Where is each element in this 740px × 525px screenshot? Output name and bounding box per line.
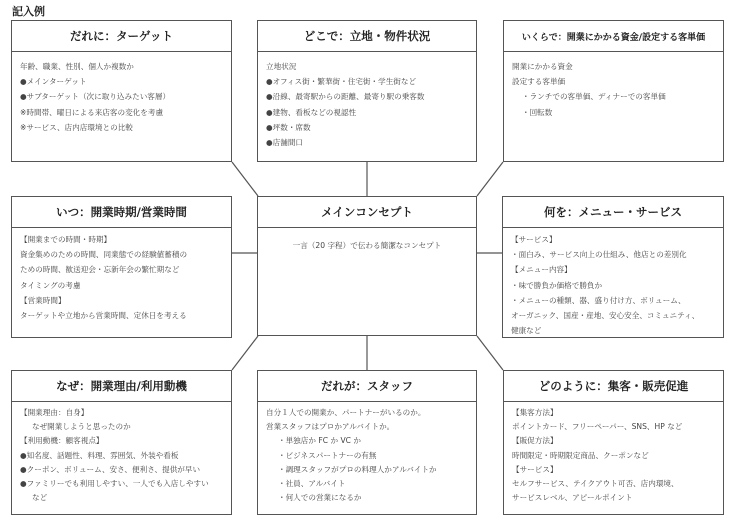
when-line: ための時間、歓送迎会・忘新年会の繁忙期など: [20, 265, 180, 275]
where-title: どこで：立地・物件状況: [258, 21, 476, 52]
howmuch-title: いくらで：開業にかかる資金/設定する客単価: [504, 21, 723, 52]
page-label: 記入例: [12, 5, 45, 18]
why-line: 【利用動機：顧客視点】: [20, 436, 104, 446]
center-title: メインコンセプト: [258, 197, 476, 228]
staff-line: ・単独店か FC か VC か: [278, 436, 361, 446]
when-line: タイミングの考慮: [20, 280, 81, 290]
when-box: [11, 196, 232, 338]
who-line: ●メインターゲット: [20, 77, 87, 87]
staff-title: だれが：スタッフ: [258, 371, 476, 402]
where-body: [258, 52, 476, 150]
who-title: だれに：ターゲット: [12, 21, 231, 52]
staff-line: 営業スタッフはプロかアルバイトか。: [266, 422, 395, 432]
where-line: ●坪数・席数: [266, 122, 311, 132]
who-line: 年齢、職業、性別、個人か複数か: [20, 62, 134, 71]
how-line: 時間限定・時期限定商品、クーポンなど: [512, 450, 649, 460]
when-title: いつ：開業時期/営業時間: [12, 197, 231, 228]
what-line: ・面白み、サービス向上の仕組み、他店との差別化: [511, 250, 687, 260]
staff-line: 自分１人での開業か、パートナーがいるのか。: [266, 408, 426, 417]
what-line: ・味で勝負か価格で勝負か: [511, 280, 603, 290]
how-body: [504, 402, 723, 505]
staff-line: ・何人での営業になるか: [278, 493, 362, 503]
staff-line: ・調理スタッフがプロの料理人かアルバイトか: [278, 464, 437, 474]
why-line: なぜ開業しようと思ったのか: [32, 422, 131, 432]
how-box: [503, 370, 724, 515]
howmuch-body: [504, 52, 723, 120]
howmuch-line: 開業にかかる資金: [512, 62, 573, 71]
why-line: 【開業理由：自身】: [20, 408, 89, 417]
where-line: ●店舗間口: [266, 138, 304, 148]
staff-line: ・社員、アルバイト: [278, 479, 346, 489]
how-line: サービスレベル、アピールポイント: [512, 493, 633, 503]
what-line: 【サービス】: [511, 235, 557, 244]
who-line: ※サービス、店内店環境との比較: [20, 122, 133, 132]
howmuch-line: 設定する客単価: [512, 77, 566, 87]
when-line: 【営業時間】: [20, 295, 66, 305]
why-line: など: [32, 493, 48, 503]
when-line: ターゲットや立地から営業時間、定休日を考える: [20, 311, 187, 321]
how-line: 【集客方法】: [512, 408, 558, 417]
staff-line: ・ビジネスパートナーの有無: [278, 450, 377, 460]
where-line: ●建物、看板などの視認性: [266, 107, 357, 117]
center-box: [257, 196, 477, 336]
howmuch-line: ・回転数: [522, 107, 553, 117]
why-line: ●知名度、話題性、料理、雰囲気、外装や看板: [20, 450, 179, 460]
who-box: [11, 20, 232, 162]
what-line: 健康など: [511, 326, 542, 336]
what-line: ・メニューの種類、器、盛り付け方、ボリューム、: [511, 295, 686, 305]
what-title: 何を：メニュー・サービス: [503, 197, 723, 228]
staff-body: [258, 402, 476, 505]
how-line: 【販促方法】: [512, 436, 558, 446]
how-line: 【サービス】: [512, 464, 558, 474]
center-line: 一言（20 字程）で伝わる簡潔なコンセプト: [292, 241, 442, 250]
when-line: 【開業までの時間・時期】: [20, 235, 112, 244]
connector-bottom-left: [232, 336, 258, 370]
where-box: [257, 20, 477, 162]
center-body: [258, 228, 476, 253]
why-line: ●ファミリーでも利用しやすい、一人でも入店しやすい: [20, 479, 209, 489]
who-line: ※時間帯、曜日による来店客の変化を考慮: [20, 107, 164, 117]
what-body: [503, 228, 723, 338]
how-title: どのように：集客・販売促進: [504, 371, 723, 402]
howmuch-line: ・ランチでの客単価、ディナーでの客単価: [522, 92, 666, 102]
where-line: ●オフィス街・繁華街・住宅街・学生街など: [266, 77, 417, 87]
who-line: ●サブターゲット（次に取り込みたい客層）: [20, 92, 171, 102]
what-line: オーガニック、国産・産地、安心安全、コミュニティ、: [511, 311, 700, 321]
what-box: [502, 196, 724, 338]
why-title: なぜ：開業理由/利用動機: [12, 371, 231, 402]
where-line: ●沿線、最寄駅からの距離、最寄り駅の乗客数: [266, 92, 425, 102]
when-body: [12, 228, 231, 323]
where-line: 立地状況: [266, 62, 297, 71]
why-body: [12, 402, 231, 505]
why-box: [11, 370, 232, 515]
when-line: 資金集めのための時間、同業態での経験値蓄積の: [20, 250, 188, 260]
how-line: ポイントカード、フリーペーパー、SNS、HP など: [512, 422, 683, 432]
how-line: セルフサービス、テイクアウト可否、店内環境、: [512, 479, 679, 489]
why-line: ●クーポン、ボリューム、安さ、便利さ、提供が早い: [20, 464, 201, 474]
connector-top-right: [477, 162, 503, 196]
what-line: 【メニュー内容】: [511, 265, 572, 275]
connector-top-left: [232, 162, 258, 196]
who-body: [12, 52, 231, 135]
howmuch-box: [503, 20, 724, 162]
staff-box: [257, 370, 477, 515]
connector-bottom-right: [477, 336, 503, 370]
